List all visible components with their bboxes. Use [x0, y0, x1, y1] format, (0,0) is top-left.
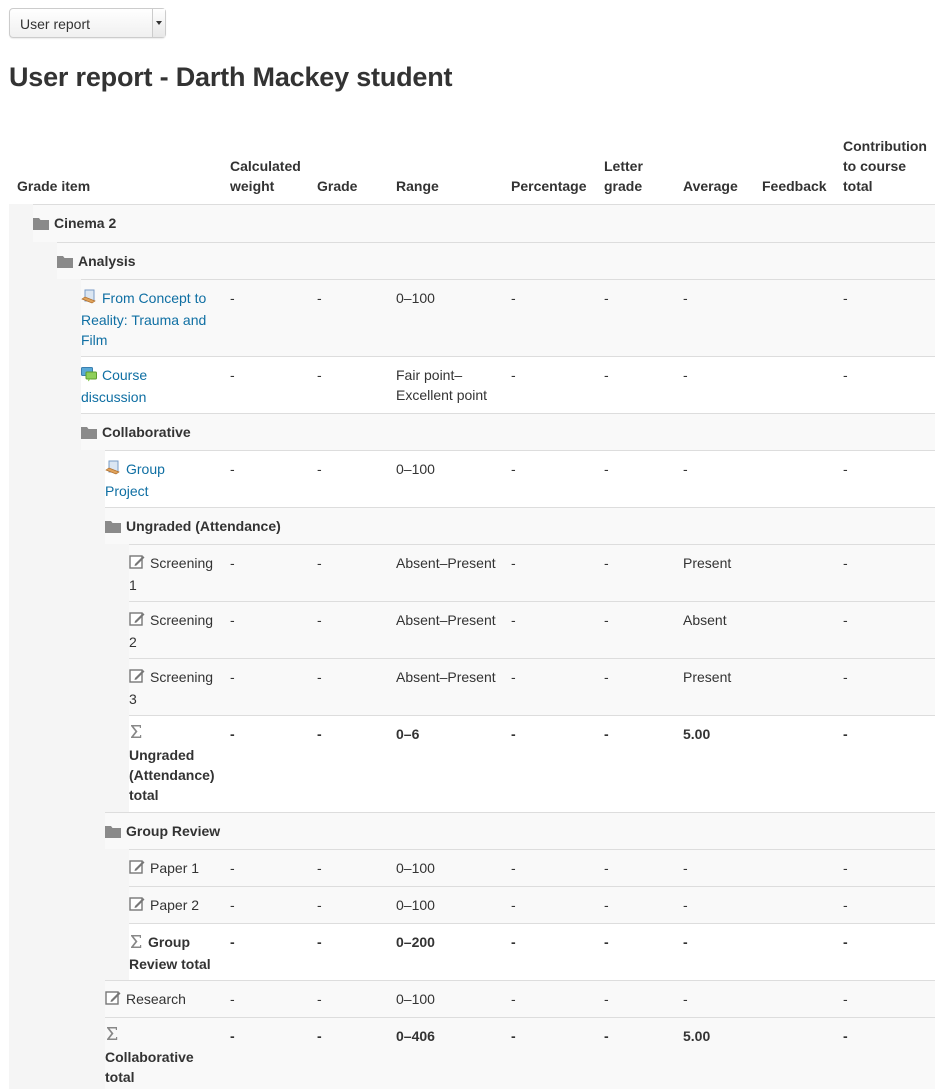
indent-bar — [57, 658, 81, 715]
indent-bar — [33, 849, 57, 886]
indent-bar — [33, 658, 57, 715]
assignment-icon — [105, 460, 121, 481]
row-label-text: Ungraded (Attendance) — [126, 518, 281, 534]
cell-weight: - — [230, 726, 235, 742]
cell-range: 0–6 — [396, 726, 420, 742]
indent-bar — [9, 923, 33, 980]
grade-item-name[interactable] — [81, 288, 215, 350]
cell-percentage: - — [511, 991, 516, 1007]
indent-bar — [81, 812, 105, 849]
indent-bar — [105, 658, 129, 715]
indent-bar — [57, 279, 81, 356]
indent-bar — [33, 1017, 57, 1089]
indent-bar — [33, 980, 57, 1017]
indent-bar — [9, 1017, 33, 1089]
cell-grade: - — [317, 461, 322, 477]
row-label-text: Group Review — [126, 823, 221, 839]
sigma-icon — [129, 934, 143, 954]
cell-percentage: - — [511, 612, 516, 628]
cell-weight: - — [230, 897, 235, 913]
cell-average: Present — [683, 669, 732, 685]
cell-letter: - — [604, 991, 609, 1007]
cell-average: Absent — [683, 612, 727, 628]
indent-bar — [9, 886, 33, 923]
row-label-text[interactable]: Course discussion — [81, 367, 148, 405]
cell-percentage: - — [511, 367, 516, 383]
cell-range: Absent–Present — [396, 669, 496, 685]
category-total-row — [129, 715, 935, 812]
cell-contribution: - — [843, 612, 848, 628]
row-label-text: Screening 3 — [129, 669, 214, 707]
folder-icon — [81, 424, 97, 444]
indent-bar — [33, 886, 57, 923]
grade-item-name — [129, 667, 215, 709]
manual-grade-icon — [129, 611, 145, 632]
cell-letter: - — [604, 612, 609, 628]
cell-percentage: - — [511, 555, 516, 571]
row-label-text: Analysis — [78, 253, 136, 269]
indent-bar — [9, 507, 33, 544]
cell-contribution: - — [843, 897, 848, 913]
folder-icon — [105, 518, 121, 538]
cell-average: - — [683, 991, 688, 1007]
row-label-text[interactable]: From Concept to Reality: Trauma and Film — [81, 290, 207, 348]
cell-letter: - — [604, 897, 609, 913]
cell-contribution: - — [843, 669, 848, 685]
row-label-text[interactable]: Group Project — [105, 461, 165, 499]
cell-average: - — [683, 461, 688, 477]
cell-grade: - — [317, 669, 322, 685]
cell-percentage: - — [511, 726, 516, 742]
indent-bar — [57, 886, 81, 923]
cell-contribution: - — [843, 860, 848, 876]
cell-contribution: - — [843, 290, 848, 306]
indent-bar — [105, 923, 129, 980]
category-total-row — [129, 923, 935, 980]
indent-bar — [9, 601, 33, 658]
indent-bar — [33, 242, 57, 279]
indent-bar — [105, 715, 129, 812]
cell-weight: - — [230, 555, 235, 571]
cell-range: 0–200 — [396, 934, 435, 950]
cell-range: 0–100 — [396, 897, 435, 913]
indent-bar — [81, 715, 105, 812]
total-name — [129, 724, 215, 805]
cell-range: 0–100 — [396, 290, 435, 306]
cell-range: Absent–Present — [396, 555, 496, 571]
cell-weight: - — [230, 934, 235, 950]
category-name — [105, 516, 405, 538]
cell-percentage: - — [511, 897, 516, 913]
report-type-value: User report — [20, 16, 91, 32]
indent-bar — [33, 601, 57, 658]
column-header-range: Range — [396, 178, 439, 194]
row-label-text: Screening 2 — [129, 612, 214, 650]
cell-grade: - — [317, 555, 322, 571]
total-name — [129, 932, 215, 974]
grade-item-row — [129, 544, 935, 601]
cell-average: - — [683, 860, 688, 876]
category-name — [57, 251, 357, 273]
cell-letter: - — [604, 290, 609, 306]
cell-range: 0–100 — [396, 860, 435, 876]
manual-grade-icon — [129, 859, 145, 880]
cell-contribution: - — [843, 367, 848, 383]
grade-item-row — [129, 849, 935, 886]
indent-bar — [57, 544, 81, 601]
cell-letter: - — [604, 669, 609, 685]
column-header-contribution: Contribution to course total — [843, 138, 927, 194]
column-header-weight: Calculated weight — [230, 158, 301, 194]
cell-grade: - — [317, 726, 322, 742]
cell-letter: - — [604, 726, 609, 742]
cell-contribution: - — [843, 991, 848, 1007]
indent-bar — [57, 849, 81, 886]
indent-bar — [105, 544, 129, 601]
indent-bar — [9, 980, 33, 1017]
indent-bar — [9, 812, 33, 849]
category-name — [33, 213, 333, 235]
row-label-text: Screening 1 — [129, 555, 214, 593]
cell-weight: - — [230, 860, 235, 876]
cell-range: Absent–Present — [396, 612, 496, 628]
cell-average: 5.00 — [683, 726, 711, 742]
cell-weight: - — [230, 1028, 235, 1044]
grade-item-row — [129, 601, 935, 658]
cell-weight: - — [230, 669, 235, 685]
row-label-text: Ungraded (Attendance) total — [129, 747, 215, 803]
cell-percentage: - — [511, 669, 516, 685]
cell-contribution: - — [843, 726, 848, 742]
column-header-percentage: Percentage — [511, 178, 587, 194]
column-header-average: Average — [683, 178, 738, 194]
indent-bar — [57, 507, 81, 544]
grade-item-name[interactable] — [81, 365, 215, 407]
category-name — [81, 422, 381, 444]
cell-grade: - — [317, 991, 322, 1007]
row-label-text: Paper 1 — [150, 860, 200, 876]
indent-bar — [81, 923, 105, 980]
assignment-icon — [81, 289, 97, 310]
indent-bar — [9, 413, 33, 450]
indent-bar — [81, 1017, 105, 1089]
cell-range: 0–100 — [396, 461, 435, 477]
indent-bar — [9, 356, 33, 413]
cell-letter: - — [604, 860, 609, 876]
cell-weight: - — [230, 290, 235, 306]
cell-percentage: - — [511, 860, 516, 876]
row-label-text: Cinema 2 — [54, 215, 117, 231]
indent-bar — [57, 980, 81, 1017]
indent-bar — [33, 923, 57, 980]
cell-range: 0–406 — [396, 1028, 435, 1044]
sigma-icon — [105, 1026, 210, 1046]
cell-grade: - — [317, 1028, 322, 1044]
cell-range: Fair point– Excellent point — [396, 367, 488, 403]
cell-grade: - — [317, 612, 322, 628]
row-label-text: Group Review total — [129, 934, 211, 972]
cell-weight: - — [230, 612, 235, 628]
grade-item-name — [129, 610, 215, 652]
sigma-icon — [129, 724, 210, 744]
folder-icon — [57, 253, 73, 273]
indent-bar — [9, 242, 33, 279]
indent-bar — [81, 544, 105, 601]
grade-item-row — [129, 658, 935, 715]
cell-letter: - — [604, 1028, 609, 1044]
indent-bar — [57, 1017, 81, 1089]
grade-item-name — [129, 553, 215, 595]
cell-average: 5.00 — [683, 1028, 711, 1044]
cell-range: 0–100 — [396, 991, 435, 1007]
column-header-letter-grade: Letter grade — [604, 158, 643, 194]
row-label-text: Collaborative — [102, 424, 191, 440]
cell-average: - — [683, 290, 688, 306]
cell-percentage: - — [511, 1028, 516, 1044]
row-label-text: Collaborative total — [105, 1049, 194, 1085]
indent-bar — [33, 413, 57, 450]
cell-grade: - — [317, 290, 322, 306]
grade-item-name — [105, 989, 215, 1011]
manual-grade-icon — [129, 896, 145, 917]
cell-letter: - — [604, 461, 609, 477]
row-label-text: Research — [126, 991, 186, 1007]
cell-percentage: - — [511, 461, 516, 477]
indent-bar — [57, 601, 81, 658]
indent-bar — [33, 279, 57, 356]
cell-grade: - — [317, 860, 322, 876]
indent-bar — [9, 450, 33, 507]
indent-bar — [81, 601, 105, 658]
indent-bar — [33, 356, 57, 413]
indent-bar — [57, 413, 81, 450]
indent-bar — [9, 544, 33, 601]
category-name — [105, 821, 405, 843]
folder-icon — [33, 215, 49, 235]
manual-grade-icon — [129, 668, 145, 689]
indent-bar — [33, 507, 57, 544]
cell-contribution: - — [843, 461, 848, 477]
indent-bar — [81, 658, 105, 715]
cell-contribution: - — [843, 555, 848, 571]
indent-bar — [9, 204, 33, 242]
cell-average: - — [683, 934, 688, 950]
cell-average: - — [683, 367, 688, 383]
indent-bar — [57, 356, 81, 413]
cell-average: - — [683, 897, 688, 913]
forum-icon — [81, 367, 97, 387]
cell-grade: - — [317, 897, 322, 913]
indent-bar — [9, 715, 33, 812]
indent-bar — [81, 980, 105, 1017]
folder-icon — [105, 823, 121, 843]
indent-bar — [33, 450, 57, 507]
grade-item-row — [129, 886, 935, 923]
column-header-grade: Grade — [317, 178, 358, 194]
cell-letter: - — [604, 555, 609, 571]
indent-bar — [57, 812, 81, 849]
indent-bar — [57, 450, 81, 507]
cell-percentage: - — [511, 290, 516, 306]
indent-bar — [81, 507, 105, 544]
indent-bar — [105, 601, 129, 658]
column-header-feedback: Feedback — [762, 178, 827, 194]
cell-contribution: - — [843, 934, 848, 950]
indent-bar — [105, 886, 129, 923]
page-title: User report - Darth Mackey student — [9, 62, 453, 92]
indent-bar — [57, 923, 81, 980]
indent-bar — [81, 849, 105, 886]
grade-item-name[interactable] — [105, 459, 215, 501]
cell-grade: - — [317, 934, 322, 950]
cell-weight: - — [230, 367, 235, 383]
indent-bar — [81, 450, 105, 507]
manual-grade-icon — [129, 554, 145, 575]
cell-weight: - — [230, 461, 235, 477]
grade-item-name — [129, 858, 215, 880]
indent-bar — [33, 715, 57, 812]
indent-bar — [57, 715, 81, 812]
cell-letter: - — [604, 367, 609, 383]
cell-grade: - — [317, 367, 322, 383]
column-header-grade-item: Grade item — [17, 178, 91, 194]
indent-bar — [9, 658, 33, 715]
indent-bar — [33, 544, 57, 601]
cell-letter: - — [604, 934, 609, 950]
indent-bar — [9, 279, 33, 356]
indent-bar — [105, 849, 129, 886]
indent-bar — [81, 886, 105, 923]
cell-average: Present — [683, 555, 732, 571]
grade-item-name — [129, 895, 215, 917]
total-name — [105, 1026, 215, 1087]
row-label-text: Paper 2 — [150, 897, 200, 913]
cell-percentage: - — [511, 934, 516, 950]
indent-bar — [9, 849, 33, 886]
indent-bar — [33, 812, 57, 849]
cell-contribution: - — [843, 1028, 848, 1044]
cell-weight: - — [230, 991, 235, 1007]
manual-grade-icon — [105, 990, 121, 1011]
